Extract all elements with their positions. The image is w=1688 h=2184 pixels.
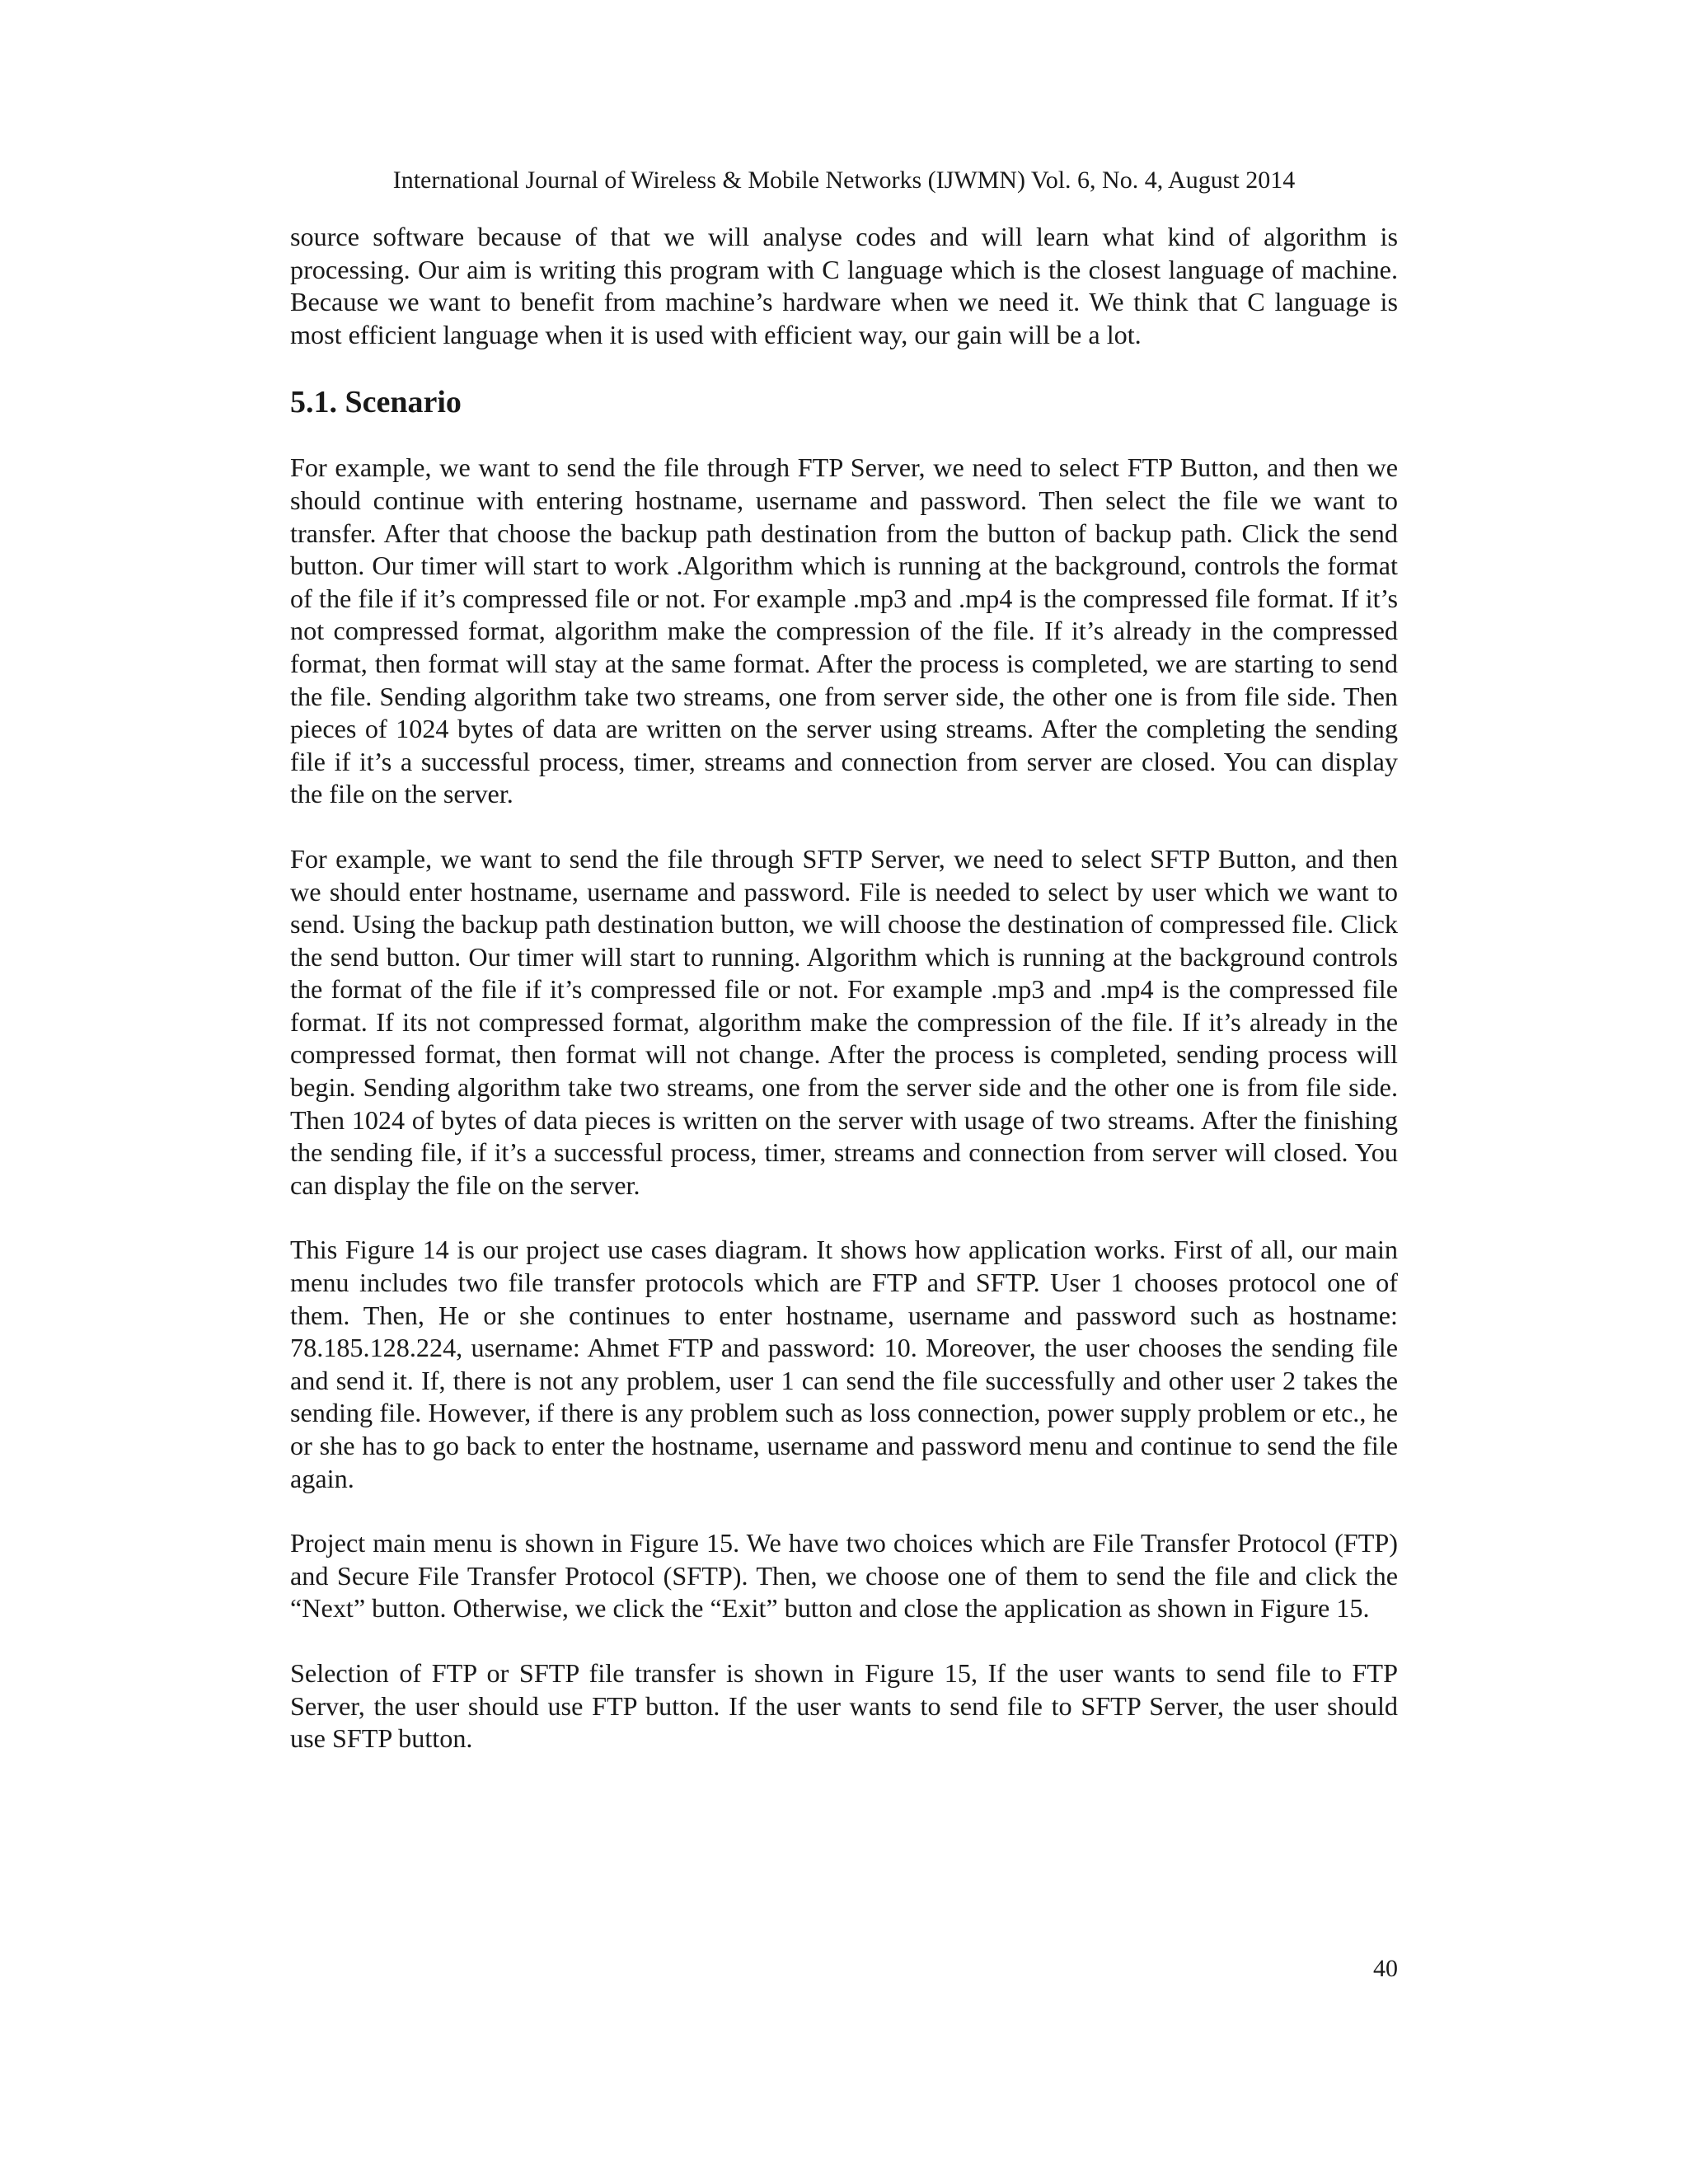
article-body	[290, 221, 1398, 1755]
section-heading-scenario: 5.1. Scenario	[290, 385, 462, 420]
paragraph-protocol-selection: Selection of FTP or SFTP file transfer is shown in Figure 15, If the user wants to send file to FTP Server, the user should use FTP button. If the user wants to send file to SFTP Server, the user should use SFTP button.	[290, 1657, 1398, 1754]
paragraph-main-menu: Project main menu is shown in Figure 15. We have two choices which are File Transfer Protocol (FTP) and Secure File Transfer Protocol (SFTP). Then, we choose one of them to send the file and click the “Next” button. Otherwise, we click the “Exit” button and close the application as shown in Figure 15.	[290, 1528, 1398, 1624]
paragraph-ftp-scenario: For example, we want to send the file through FTP Server, we need to select FTP Button, and then we should continue with entering hostname, username and password. Then select the file we want to transfer. After that choose the backup path destination from the button of backup path. Click the send button. Our timer will start to work .Algorithm which is running at the background, controls the format of the file if it’s compressed file or not. For example .mp3 and .mp4 is the compressed file format. If it’s not compressed format, algorithm make the compression of the file. If it’s already in the compressed format, then format will stay at the same format. After the process is completed, we are starting to send the file. Sending algorithm take two streams, one from server side, the other one is from file side. Then pieces of 1024 bytes of data are written on the server using streams. After the completing the sending file if it’s a successful process, timer, streams and connection from server are closed. You can display the file on the server.	[290, 452, 1398, 809]
paragraph-sftp-scenario: For example, we want to send the file through SFTP Server, we need to select SFTP Button, and then we should enter hostname, username and password. File is needed to select by user which we want to send. Using the backup path destination button, we will choose the destination of compressed file. Click the send button. Our timer will start to running. Algorithm which is running at the background controls the format of the file if it’s compressed file or not. For example .mp3 and .mp4 is the compressed file format. If its not compressed format, algorithm make the compression of the file. If it’s already in the compressed format, then format will not change. After the process is completed, sending process will begin. Sending algorithm take two streams, one from the server side and the other one is from file side. Then 1024 of bytes of data pieces is written on the server with usage of two streams. After the finishing the sending file, if it’s a successful process, timer, streams and connection from server will closed. You can display the file on the server.	[290, 843, 1398, 1200]
page-number: 40	[1373, 1955, 1398, 1982]
journal-running-header: International Journal of Wireless & Mobile Networks (IJWMN) Vol. 6, No. 4, August 2014	[392, 166, 1296, 194]
intro-paragraph: source software because of that we will analyse codes and will learn what kind of algorithm is processing. Our aim is writing this program with C language which is the closest language of machine. Because we want to benefit from machine’s hardware when we need it. We think that C language is most efficient language when it is used with efficient way, our gain will be a lot.	[290, 222, 1398, 349]
paragraph-use-case-diagram: This Figure 14 is our project use cases diagram. It shows how application works. First of all, our main menu includes two file transfer protocols which are FTP and SFTP. User 1 chooses protocol one of them. Then, He or she continues to enter hostname, username and password such as hostname: 78.185.128.224, username: Ahmet FTP and password: 10. Moreover, the user chooses the sending file and send it. If, there is not any problem, user 1 can send the file successfully and other user 2 takes the sending file. However, if there is any problem such as loss connection, power supply problem or etc., he or she has to go back to enter the hostname, username and password menu and continue to send the file again.	[290, 1235, 1398, 1493]
